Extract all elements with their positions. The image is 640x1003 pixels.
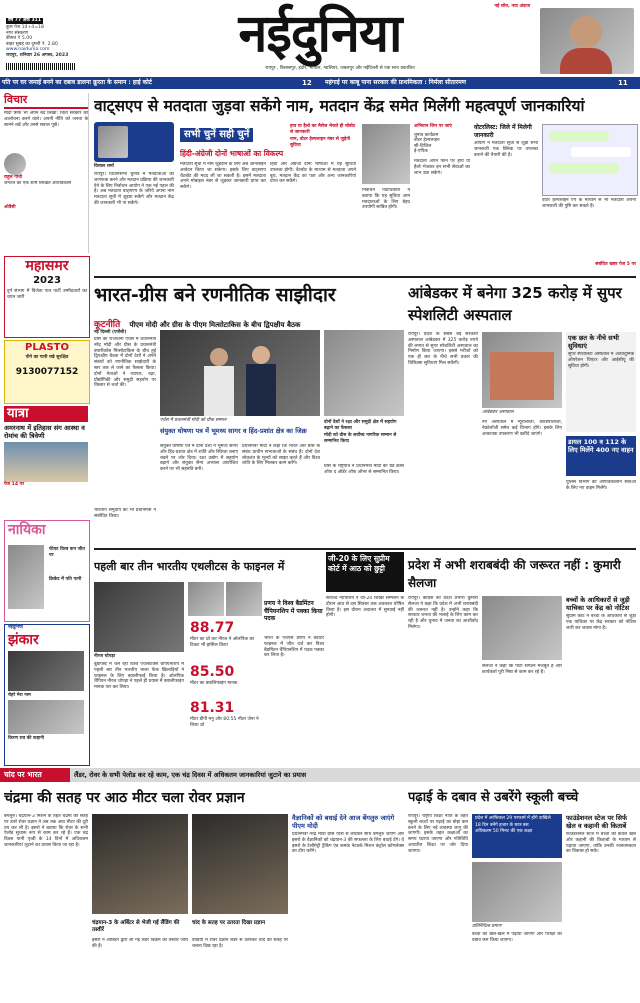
chat-bubble-2 (571, 147, 631, 157)
athletics-stat2: 85.50 (190, 664, 235, 680)
athletics-kicker-box (326, 552, 404, 592)
sailja-photo (482, 596, 562, 660)
lead-brand-box (180, 122, 280, 146)
athletics-headline[interactable]: पहली बार तीन भारतीय एथलीटस के फाइनल में (94, 560, 285, 573)
chatbot-item-1[interactable]: चुनाव कार्यक्रम (414, 132, 439, 138)
vichar-label: विचार (4, 93, 88, 109)
mahasamar-year: 2023 (33, 275, 61, 286)
athlete-photo-2 (188, 582, 224, 616)
weekly-info: बाहर सुबह का दुमनी ₹. 2.80 (6, 41, 58, 47)
year-info: वर्ष 77 अंक 311 (8, 18, 42, 23)
mahasamar-box (4, 256, 90, 338)
school-bullet-1: प्रदेश में आफिकल 29 परफार्म में होंगे दाखिले (475, 816, 551, 821)
reporter-photo (98, 126, 128, 158)
ambedkar-side-head: एक छत के नीचे सभी सुविधाएं (568, 334, 619, 350)
sci-box: वैज्ञानिकों को बधाई देने आज बेंगलुरु जाएंगे पीएम मोदी प्रधानमंत्री नरेंद्र मोदी ग्रीस यात्रा से लौटकर सीधे बेंगलुरु जाएंगे और इसरो के वैज्ञानिकों को चंद्रयान-3 की सफलता के लिए बधाई देंगे। वे इसरो के टेलीमेट्री ट्रैकिंग एंड कमांड नेटवर्क मिशन कंट्रोल कॉम्प्लेक्स का दौरा करेंगे। (292, 814, 404, 855)
liquor-body-2: सैलजा ने कहा कि पार्टी संगठन मजबूत है और कार्यकर्ता पूरी निष्ठा से काम कर रहे हैं। (482, 664, 562, 675)
finance-minister-photo (540, 8, 634, 74)
jhankar-photo-2 (8, 700, 84, 734)
athletics-kicker[interactable]: जी-20 के लिए सुप्रीम कोर्ट में आठ को छुट्टी (328, 554, 390, 573)
india-greece-dateline: नई दिल्ली (एजेंसी) (94, 330, 127, 335)
school-caption: प्रतिनिधित्व प्रमाण (472, 924, 502, 929)
india-greece-bullet-2: मोदी को ग्रीस के सर्वोच्च नागरिक सम्मान से सम्मानित किया (324, 433, 397, 444)
saree-shape (560, 48, 612, 74)
nayika-item-2[interactable]: क्रिकेट में पति पत्नी (49, 577, 82, 582)
nayika-label: नायिका (8, 522, 46, 538)
topband-left-headline[interactable]: पति पर घर जमाई बनने का दबाव डालना क्रूरता के समान : हाई कोर्ट (2, 79, 152, 86)
modi-attire (204, 366, 234, 416)
divider (94, 276, 636, 278)
chat-bubble-3 (549, 163, 619, 173)
chand-body-2: इसरो ने ऑर्बिटर द्वारा ली गई लैंडर विक्रम की तस्वीरें जारी की हैं। (92, 938, 188, 949)
ambedkar-caption: आंबेडकर अस्पताल (482, 410, 514, 415)
mitsotakis-attire (246, 364, 276, 416)
ambedkar-body-1: रायपुर। प्रदेश के सबसे बड़े सरकारी अस्पताल आंबेडकर में 325 करोड़ रुपये की लागत से सुपर स्पेशलिटी अस्पताल का निर्माण किया जाएगा। इससे मरीजों को एक ही छत के नीचे सभी प्रकार की चिकित्सा सुविधाएं मिल सकेंगी। (408, 332, 478, 366)
yatra-photo (4, 442, 88, 482)
liquor-body-1: रायपुर। कांग्रेस की प्रदेश प्रभारी कुमारी सैलजा ने कहा कि प्रदेश में अभी शराबबंदी की जरूरत नहीं है। उन्होंने कहा कि सरकार जनता की भलाई के लिए काम कर रही है और चुनाव में जनता का आशीर्वाद मिलेगा। (408, 596, 478, 630)
yatra-label: यात्रा (4, 406, 88, 422)
plasto-phone[interactable]: 9130077152 (15, 366, 79, 377)
athletics-stat3-label: मीटर डीपी मनु और 80.55 मीटर जेना ने किया थ्रो (190, 717, 259, 728)
athlete-photo-3 (226, 582, 262, 616)
yatra-headline[interactable]: अमरनाथ में इतिहास संग आस्था व रोमांच की त्रिवेणी (4, 424, 85, 440)
masthead-cities: रायपुर , बिलासपुर, इंदौर, भोपाल, ग्वालियर, जबलपुर और नईदिल्ली से एक साथ प्रकाशित (265, 66, 415, 71)
chat-bubble-1 (549, 131, 609, 141)
chand-sub1: चंद्रयान-3 के अर्बिटर से भेजी गई लैंडिंग की तस्वीरें (92, 920, 180, 933)
athletics-body-3: सर्वोच्च न्यायालय ने जी-20 शिखर सम्मेलन के दौरान आठ से दस सितंबर तक अवकाश घोषित किया है। इस दौरान अदालत में सुनवाई नहीं होगी। (326, 596, 404, 619)
masthead-tagline: नई सोच, नया अंदाज (494, 4, 530, 9)
nayika-photo (8, 545, 44, 609)
dial-head[interactable]: डायल 100 व 112 के लिए मिलेंगे 400 नए वाहन (568, 438, 634, 454)
india-greece-kicker: कूटनीति (94, 320, 121, 330)
neeraj-photo (94, 582, 184, 652)
athletics-stat1-label: मीटर का थ्रो कर नीरज ने ओलंपिक का टिकट भी हासिल किया (190, 637, 255, 648)
chatbot-item-2[interactable]: वोटर हेल्पलाइन (414, 138, 440, 144)
chand-body-1: बेंगलुरु। चंद्रयान-3 मिशन के तहत चंद्रमा की सतह पर उतरे रोवर प्रज्ञान ने अब तक आठ मीटर की दूरी तय कर ली है। इसरो ने बताया कि रोवर के सभी पेलोड सुचारू रूप से काम कर रहे हैं। एक चंद्र दिवस यानी पृथ्वी के 14 दिनों में अधिकतम जानकारियां जुटाने का प्रयास किया जा रहा है। (4, 814, 88, 848)
athletics-stat1: 88.77 (190, 620, 235, 636)
jhankar-label: झंकार (8, 631, 39, 648)
chand-band-text: लैंडर, रोवर के सभी पेलोड कर रहे काम, एक चंद्र दिवस में अधिकतम जानकारियां जुटाने का प्रयास (74, 771, 307, 779)
jhankar-sub: नईदुनिया (8, 625, 23, 630)
topband-right-headline[interactable]: महंगाई पर काबू पाना सरकार की प्राथमिकता : निर्मला सीतारमण (325, 79, 467, 86)
lead-side-text: वोटर हेल्पलाइन ऐप के माध्यम से भी मतदाता अपनी जानकारी की पुष्टि कर सकते हैं। (542, 198, 636, 209)
school-side-head[interactable]: फाउंडेशनल स्टेज पर सिर्फ खेल व कहानी की किताबें (566, 814, 628, 830)
jhankar-item-1[interactable]: चेहरे मेरा नाम (8, 692, 31, 698)
jhankar-photo-1 (8, 651, 84, 691)
edition-info: नगर संस्करण (6, 30, 29, 36)
lead-body-col3: हिंदी और अंग्रेजी दोनों भाषाओं में यह सुविधा उपलब्ध होगी। चैटबोट के माध्यम से मतदाता अपने बूथ, मतदान केंद्र का पता और अन्य जानकारियां प्राप्त कर सकेंगे। (270, 162, 356, 185)
chat-screenshot (542, 124, 638, 196)
school-bullet-3: अधिकतम 50 मिनट की एक कक्षा (475, 829, 533, 835)
jhankar-item-2[interactable]: किरण राव की कहानी (8, 736, 44, 742)
moon-photo-1 (92, 814, 188, 914)
chunav-logo (94, 122, 174, 162)
topband-left-page: 12 (302, 79, 312, 87)
school-side: फाउंडेशनल स्टेज पर सिर्फ खेल व कहानी की किताबें फाउंडेशनल स्टेज में बच्चों को केवल खेल और कहानी की किताबों के माध्यम से पढ़ाया जाएगा, ताकि उनकी रचनात्मकता का विकास हो सके। (566, 814, 636, 855)
lead-bullet-2: नाम, वोटर हेल्पलाइन नंबर से जुड़ेगी सुविधा (290, 137, 351, 148)
chatbot-box: अभियान जिन पर जाएं चुनाव कार्यक्रम वोटर हेल्पलाइन सी-विजिल ई-एपिक मतदाता अपने फोन पर हाय या हैलो भेजकर इन सभी सेवाओं का लाभ उठा सकेंगे। (414, 124, 470, 176)
pages-info: कुल पेज 14+4=18 (6, 25, 44, 30)
chand-label-box (0, 768, 70, 782)
lead-body-col2: मतदाता सूची में नाम जुड़वाने के लिए अब ऑनलाइन आवेदन किया जा सकेगा। इसके लिए वाट्सएप चैटबोट की मदद ली जा सकती है। इसमें मतदाता अपने मोबाइल नंबर से जुड़कर जानकारी प्राप्त कर सकेंगे। (180, 162, 266, 191)
vichar-author: राहुल गांधी (4, 175, 23, 180)
dateline: रायपुर, शनिवार 26 अगस्त, 2023 (6, 52, 69, 58)
lead-person-photo (362, 124, 410, 184)
mahasamar-title: महासमर (25, 258, 69, 274)
lead-bullets (290, 124, 356, 160)
lead-side-headline[interactable]: वोटरलिस्ट: जिले में मिलेगी जानकारी (474, 124, 532, 139)
lead-headline[interactable]: वाट्सएप से मतदाता जुड़वा सकेंगे नाम, मतदान केंद्र समेत मिलेंगी महत्वपूर्ण जानकारियां (94, 97, 585, 115)
lead-byline: विशाल शर्मा (94, 164, 114, 169)
hospital-building (490, 352, 554, 400)
school-bullets-box (472, 814, 562, 858)
neeraj-caption: नीरज चोपड़ा (94, 654, 115, 659)
school-body-2: बच्चों को खेल-खेल में पढ़ाया जाएगा और परीक्षा का दबाव कम किया जाएगा। (472, 932, 562, 943)
india-greece-photo (160, 330, 320, 416)
guard-photo (324, 330, 404, 416)
vichar-quote2: जनतंत्र का एक शीर्ष लिखित अधिविकास (4, 180, 72, 186)
plasto-slogan: पीने का पानी रखे सुरक्षित (25, 355, 69, 360)
mahasamar-text: दुर्ग संभाग में विजेता पात्र पार्टी उम्मीदवारों का चयन जारी (7, 289, 87, 300)
chand-body-3: वीडियो में रोवर प्रज्ञान लैंडर से उतरकर चांद की सतह पर चलता दिख रहा है। (192, 938, 288, 949)
india-greece-body-3: प्रधानमंत्री मोदी ने कहा कि भारत और ग्रीस के संबंध प्राचीन सभ्यताओं के संबंध हैं। दोनों देश लोकतंत्र के मूल्यों को साझा करते हैं और विश्व शांति के लिए मिलकर काम करेंगे। (242, 444, 320, 467)
lead-body-col1: रायपुर। विधानसभा चुनाव में मतदाताओं को जागरूक करने और मतदान प्रक्रिया की जानकारी देने के लिए निर्वाचन आयोग ने एक नई पहल की है। अब मतदाता वाट्सएप के जरिये अपना नाम मतदाता सूची में जुड़वा सकेंगे और मतदान केंद्र की जानकारी भी पा सकेंगे। (94, 172, 174, 206)
prannoy-head[interactable]: प्रणय ने विश्व बैडमिंटन चैंपियनशिप में पक्का किया पदक (264, 600, 323, 622)
vichar-author2: ओवैसी (4, 204, 16, 210)
divider-2 (94, 548, 636, 550)
athletics-body-1: बुडापेस्ट में चल रही विश्व एथलेटिक्स चैंपियनशिप में पहली बार तीन भारतीय भाला फेंक खिलाड़ियों ने फाइनल के लिए क्वालीफाई किया है। ओलंपिक चैंपियन नीरज चोपड़ा ने पहले ही प्रयास में क्वालीफाइंग मानक पार कर लिया। (94, 662, 184, 691)
liquor-side-head[interactable]: बच्चों के आधिकारों से जुड़ी याचिका पर केंद्र को नोटिस (566, 596, 630, 612)
athletics-body-2: भारत के एचएस प्रणय ने क्वार्टर फाइनल में जीत दर्ज कर विश्व बैडमिंटन चैंपियनशिप में पदक पक्का कर लिया है। (264, 636, 324, 659)
school-headline[interactable]: पढ़ाई के दबाव से उबरेंगे स्कूली बच्चे (408, 790, 579, 805)
website-link[interactable]: www.naidunia.com (6, 47, 50, 53)
india-greece-body-4: ग्रीस के राष्ट्रपति ने प्रधानमंत्री मोदी को ग्रैंड क्रॉस ऑफ द ऑर्डर ऑफ ऑनर से सम्मानित किया। (324, 464, 404, 475)
chand-sub2: चांद के सतह पर उतरता दिखा प्रज्ञान (192, 920, 266, 926)
school-bullet-2: 18 दिन बनेंगे हजार के छात्र बस (475, 822, 529, 828)
chatbot-item-4[interactable]: ई-एपिक (414, 149, 428, 155)
mitsotakis-face (252, 346, 270, 364)
face-shape (570, 16, 602, 48)
price-info: कीमत ₹ 5.00 (6, 36, 33, 42)
india-greece-body-5: भारतीय समुदाय को भी प्रधानमंत्री ने संबोधित किया। (94, 508, 156, 519)
jhankar-section (4, 624, 90, 766)
lead-body-col4: निर्वाचन पदाधिकारी ने बताया कि यह सुविधा आम मतदाताओं के लिए बेहद उपयोगी साबित होगी। (362, 188, 410, 211)
india-greece-bullets (324, 420, 404, 460)
school-photo (472, 862, 562, 922)
masthead-info (6, 6, 90, 62)
modi-face (210, 348, 228, 366)
lead-bullet-1: हाय या हैलो का मैसेज भेजते ही चोबोट से जानकारी (290, 124, 356, 135)
india-greece-headline[interactable]: भारत-ग्रीस बने रणनीतिक साझीदार (94, 284, 336, 306)
liquor-headline[interactable]: प्रदेश में अभी शराबबंदी की जरूरत नहीं : कुमारी सैलजा (408, 558, 621, 590)
lead-side-note: संबंधित खबर पेज 5 पर (595, 262, 636, 267)
chand-sci-head[interactable]: वैज्ञानिकों को बधाई देने आज बेंगलुरु जाएंगे पीएम मोदी (292, 814, 395, 830)
india-greece-body-1: ग्रीस की राजधानी एथेंस में प्रधानमंत्री नरेंद्र मोदी और ग्रीस के प्रधानमंत्री क्यारीकोस मित्सोटाकिस के बीच हुई द्विपक्षीय बैठक में दोनों देशों ने अपने संबंधों को रणनीतिक साझेदारी के स्तर तक ले जाने का फैसला किया। दोनों नेताओं ने व्यापार, रक्षा, प्रौद्योगिकी और समुद्री सहयोग पर विस्तार से चर्चा की। (94, 337, 156, 389)
moon-photo-2 (192, 814, 288, 914)
topband-right-page: 11 (618, 79, 628, 87)
ambedkar-body-2: नए अस्पताल में न्यूरोलॉजी, कार्डियोलॉजी, नेफ्रोलॉजी समेत कई विभाग होंगे। इसके लिए आवश्यक उपकरण भी खरीदे जाएंगे। (482, 420, 562, 437)
athletics-stat2-label: मीटर का क्वालिफाइंग मानक (190, 681, 238, 686)
india-greece-body-2: संयुक्त घोषणा पत्र में दोनों देशों ने भूमध्य सागर और हिंद-प्रशांत क्षेत्र में शांति और स्थिरता बनाए रखने पर जोर दिया। रक्षा उद्योग में सहयोग बढ़ाने और संयुक्त सैन्य अभ्यास आयोजित करने पर भी सहमति बनी। (160, 444, 238, 473)
ambedkar-photo (482, 332, 562, 408)
india-greece-bullet-1: दोनों देशों ने रक्षा और समुद्री क्षेत्र में सहयोग बढ़ाने का फैसला (324, 420, 397, 431)
india-greece-subline (94, 312, 404, 330)
rahul-photo (4, 153, 26, 175)
dial-body: पुलिस विभाग को आपातकालीन सेवाओं के लिए नए वाहन मिलेंगे। (566, 480, 636, 491)
ambedkar-side-box: एक छत के नीचे सभी सुविधाएं सुपर स्पेशलिटी अस्पताल में अत्याधुनिक ऑपरेशन थिएटर और आईसीयू की सुविधा होगी। (566, 332, 636, 432)
ambedkar-headline[interactable]: आंबेडकर में बनेगा 325 करोड़ में सुपर स्पेशलिटी अस्पताल (408, 284, 622, 324)
chand-label: चांद पर भारत (4, 770, 42, 779)
nayika-item-1[interactable]: फीफा विश्व कप जीत पर (49, 547, 85, 558)
india-greece-subhead: पीएम मोदी और ग्रीस के पीएम मित्सोटाकिस के बीच द्विपक्षीय बैठक (129, 321, 301, 329)
yatra-page: पेज 14 पर (4, 482, 25, 487)
lead-subhead: हिंदी-अंग्रेजी दोनों भाषाओं का विकल्प (180, 149, 284, 158)
yatra-section (4, 406, 88, 516)
chatbot-item-3[interactable]: सी-विजिल (414, 143, 432, 149)
masthead-title: नईदुनिया (238, 4, 402, 64)
vichar-section (4, 93, 89, 253)
vichar-text: मोदी सिर्फ भी अपने बंद लिखा: चिंता सरकार की आलोचना करने वाले। अपनी नीति को जनता के सामने रखें और उनसे सवाल पूछें। (4, 111, 88, 128)
chand-headline[interactable]: चंद्रमा की सतह पर आठ मीटर चला रोवर प्रज्ञान (4, 790, 245, 806)
barcode-icon (6, 63, 76, 70)
athletics-stat3: 81.31 (190, 700, 235, 716)
nayika-section (4, 520, 90, 622)
india-greece-box-head: संयुक्त घोषणा पत्र में भूमध्य सागर व हिंद-प्रशांत क्षेत्र का जिक्र (160, 427, 307, 435)
liquor-side: बच्चों के आधिकारों से जुड़ी याचिका पर केंद्र को नोटिस सुप्रीम कोर्ट ने बच्चों के अधिकारों से जुड़ी एक याचिका पर केंद्र सरकार को नोटिस जारी कर जवाब मांगा है। (566, 596, 636, 631)
school-body-1: रायपुर। राष्ट्रीय शिक्षा नीति के तहत स्कूली बच्चों पर पढ़ाई का बोझ कम करने के लिए नई व्यवस्था लागू की जाएगी। इसके तहत कक्षाओं का समय घटाया जाएगा और गतिविधि आधारित शिक्षा पर जोर दिया जाएगा। (408, 814, 468, 854)
india-greece-caption: एथेंस में प्रधानमंत्री मोदी को ग्रीक सम्मान (160, 418, 227, 423)
lead-side-col: वोटरलिस्ट: जिले में मिलेगी जानकारी आयोग ने मतदाता सूची से जुड़ी सभी जानकारी एक क्लिक पर उपलब्ध कराने की तैयारी की है। (474, 124, 538, 158)
dial-box (566, 436, 636, 476)
lead-brand: सभी चुनें सही चुनें (180, 128, 253, 142)
chatbot-label: अभियान जिन पर जाएं (414, 124, 452, 129)
plasto-brand: PLASTO (25, 342, 69, 353)
plasto-ad[interactable] (4, 340, 90, 404)
